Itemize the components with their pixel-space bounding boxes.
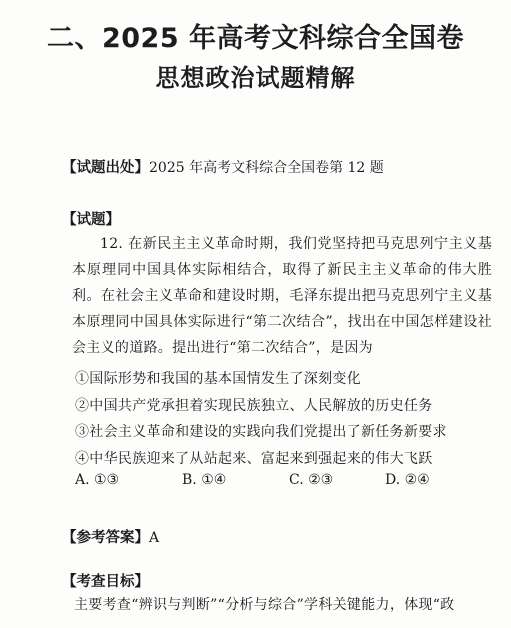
document-subtitle: 思想政治试题精解 — [155, 64, 356, 92]
question-item: ②中国共产党承担着实现民族独立、人民解放的历史任务 — [75, 397, 433, 414]
source-section — [62, 156, 384, 177]
answer-section — [62, 526, 159, 547]
question-label: 【试题】 — [62, 212, 120, 228]
answer-choices — [75, 472, 475, 498]
source-value: 2025 年高考文科综合全国卷第 12 题 — [149, 160, 384, 176]
choice-a: A. ①③ — [75, 472, 120, 488]
question-stem: 12. 在新民主主义革命时期，我们党坚持把马克思列宁主义基本原理同中国具体实际相结合，取得了新民主主义革命的伟大胜利。在社会主义革命和建设时期，毛泽东提出把马克思列宁主义基本原理同中国具体实际进行“第二次结合”，找出在中国怎样建设社会主义的道路。提出进行“第二次结合”，是因为 — [72, 236, 492, 356]
question-items — [75, 366, 447, 472]
question-item: ③社会主义革命和建设的实践向我们党提出了新任务新要求 — [75, 424, 447, 440]
document-title: 二、2025 年高考文科综合全国卷 — [46, 23, 465, 54]
choice-d: D. ②④ — [385, 472, 430, 488]
question-item: ①国际形势和我国的基本国情发生了深刻变化 — [75, 371, 361, 387]
answer-value: A — [149, 530, 160, 546]
goal-label: 【考查目标】 — [62, 574, 149, 590]
question-item: ④中华民族迎来了从站起来、富起来到强起来的伟大飞跃 — [75, 450, 433, 467]
choice-c: C. ②③ — [289, 472, 334, 488]
answer-label: 【参考答案】 — [62, 530, 149, 546]
source-label: 【试题出处】 — [62, 160, 149, 176]
goal-section-heading — [62, 570, 149, 591]
choice-b: B. ①④ — [182, 472, 227, 488]
question-section-heading — [62, 208, 120, 229]
goal-text: 主要考查“辨识与判断”“分析与综合”学科关键能力，体现“政 — [74, 597, 455, 613]
